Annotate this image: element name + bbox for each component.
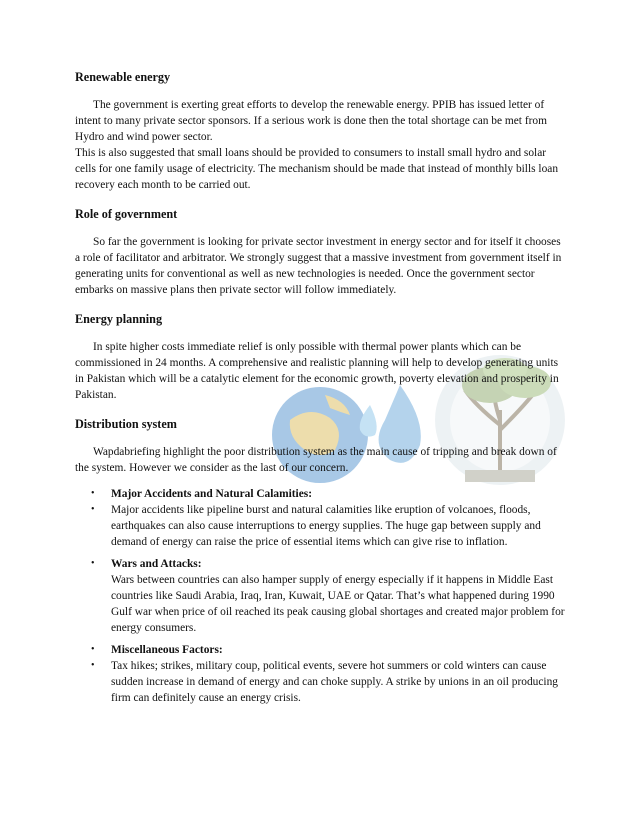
list-item: • Wars and Attacks: Wars between countries can also hamper supply of energy especially if it happens in Middle East countries like Saudi Arabia, Iraq, Iran, Kuwait, UAE or Qatar. That’s what happened during 1990 Gulf war when price of oil reached its peak causing global shortages and created major problem for energy consumers. (91, 558, 565, 634)
heading-role-of-government: Role of government (75, 207, 178, 221)
list-item-title: • Miscellaneous Factors: (91, 644, 223, 656)
bullet-icon: • (91, 644, 95, 655)
concern-list (75, 486, 565, 706)
paragraph-planning-1: In spite higher costs immediate relief is only possible with thermal power plants which can be commissioned in 24 months. A comprehensive and realistic planning will help to develop generating units in Pakistan which will be a catalytic element for the economic growth, poverty elevation and prosperity in Pakistan. (75, 341, 559, 401)
document-body (75, 70, 565, 706)
bullet-icon: • (91, 504, 95, 515)
list-item: • Major accidents like pipeline burst and natural calamities like eruption of volcanoes, floods, earthquakes can also cause interruptions to energy supplies. The huge gap between supply and demand of energy can raise the price of essential items which can give rise to inflation. (91, 504, 541, 548)
heading-renewable-energy: Renewable energy (75, 70, 171, 84)
paragraph-renewable-1: The government is exerting great efforts to develop the renewable energy. PPIB has issued letter of intent to many private sector sponsors. If a serious work is done then the total shortage can be met from Hydro and wind power sector. (75, 99, 547, 143)
bullet-icon: • (91, 660, 95, 671)
heading-energy-planning: Energy planning (75, 312, 163, 326)
paragraph-distribution-1: Wapdabriefing highlight the poor distribution system as the main cause of tripping and break down of the system. However we consider as the last of our concern. (75, 446, 557, 474)
paragraph-renewable-2: This is also suggested that small loans should be provided to consumers to install small hydro and solar cells for one family usage of electricity. The mechanism should be made that instead of monthly bills loan recovery each month to be carried out. (75, 147, 559, 191)
list-item-title: • Major Accidents and Natural Calamities: (91, 488, 313, 500)
paragraph-role-1: So far the government is looking for private sector investment in energy sector and for itself it chooses a role of facilitator and arbitrator. We strongly suggest that a massive investment from government itself in generating units for conventional as well as new technologies is needed. Once the government sector embarks on massive plans then private sector will follow immediately. (75, 236, 562, 296)
bullet-icon: • (91, 558, 95, 569)
heading-distribution-system: Distribution system (75, 417, 177, 431)
list-item: • Tax hikes; strikes, military coup, political events, severe hot summers or cold winters can cause sudden increase in demand of energy and can choke supply. A strike by unions in an oil producing firm can definitely cause an energy crisis. (91, 660, 558, 704)
bullet-icon: • (91, 488, 95, 499)
